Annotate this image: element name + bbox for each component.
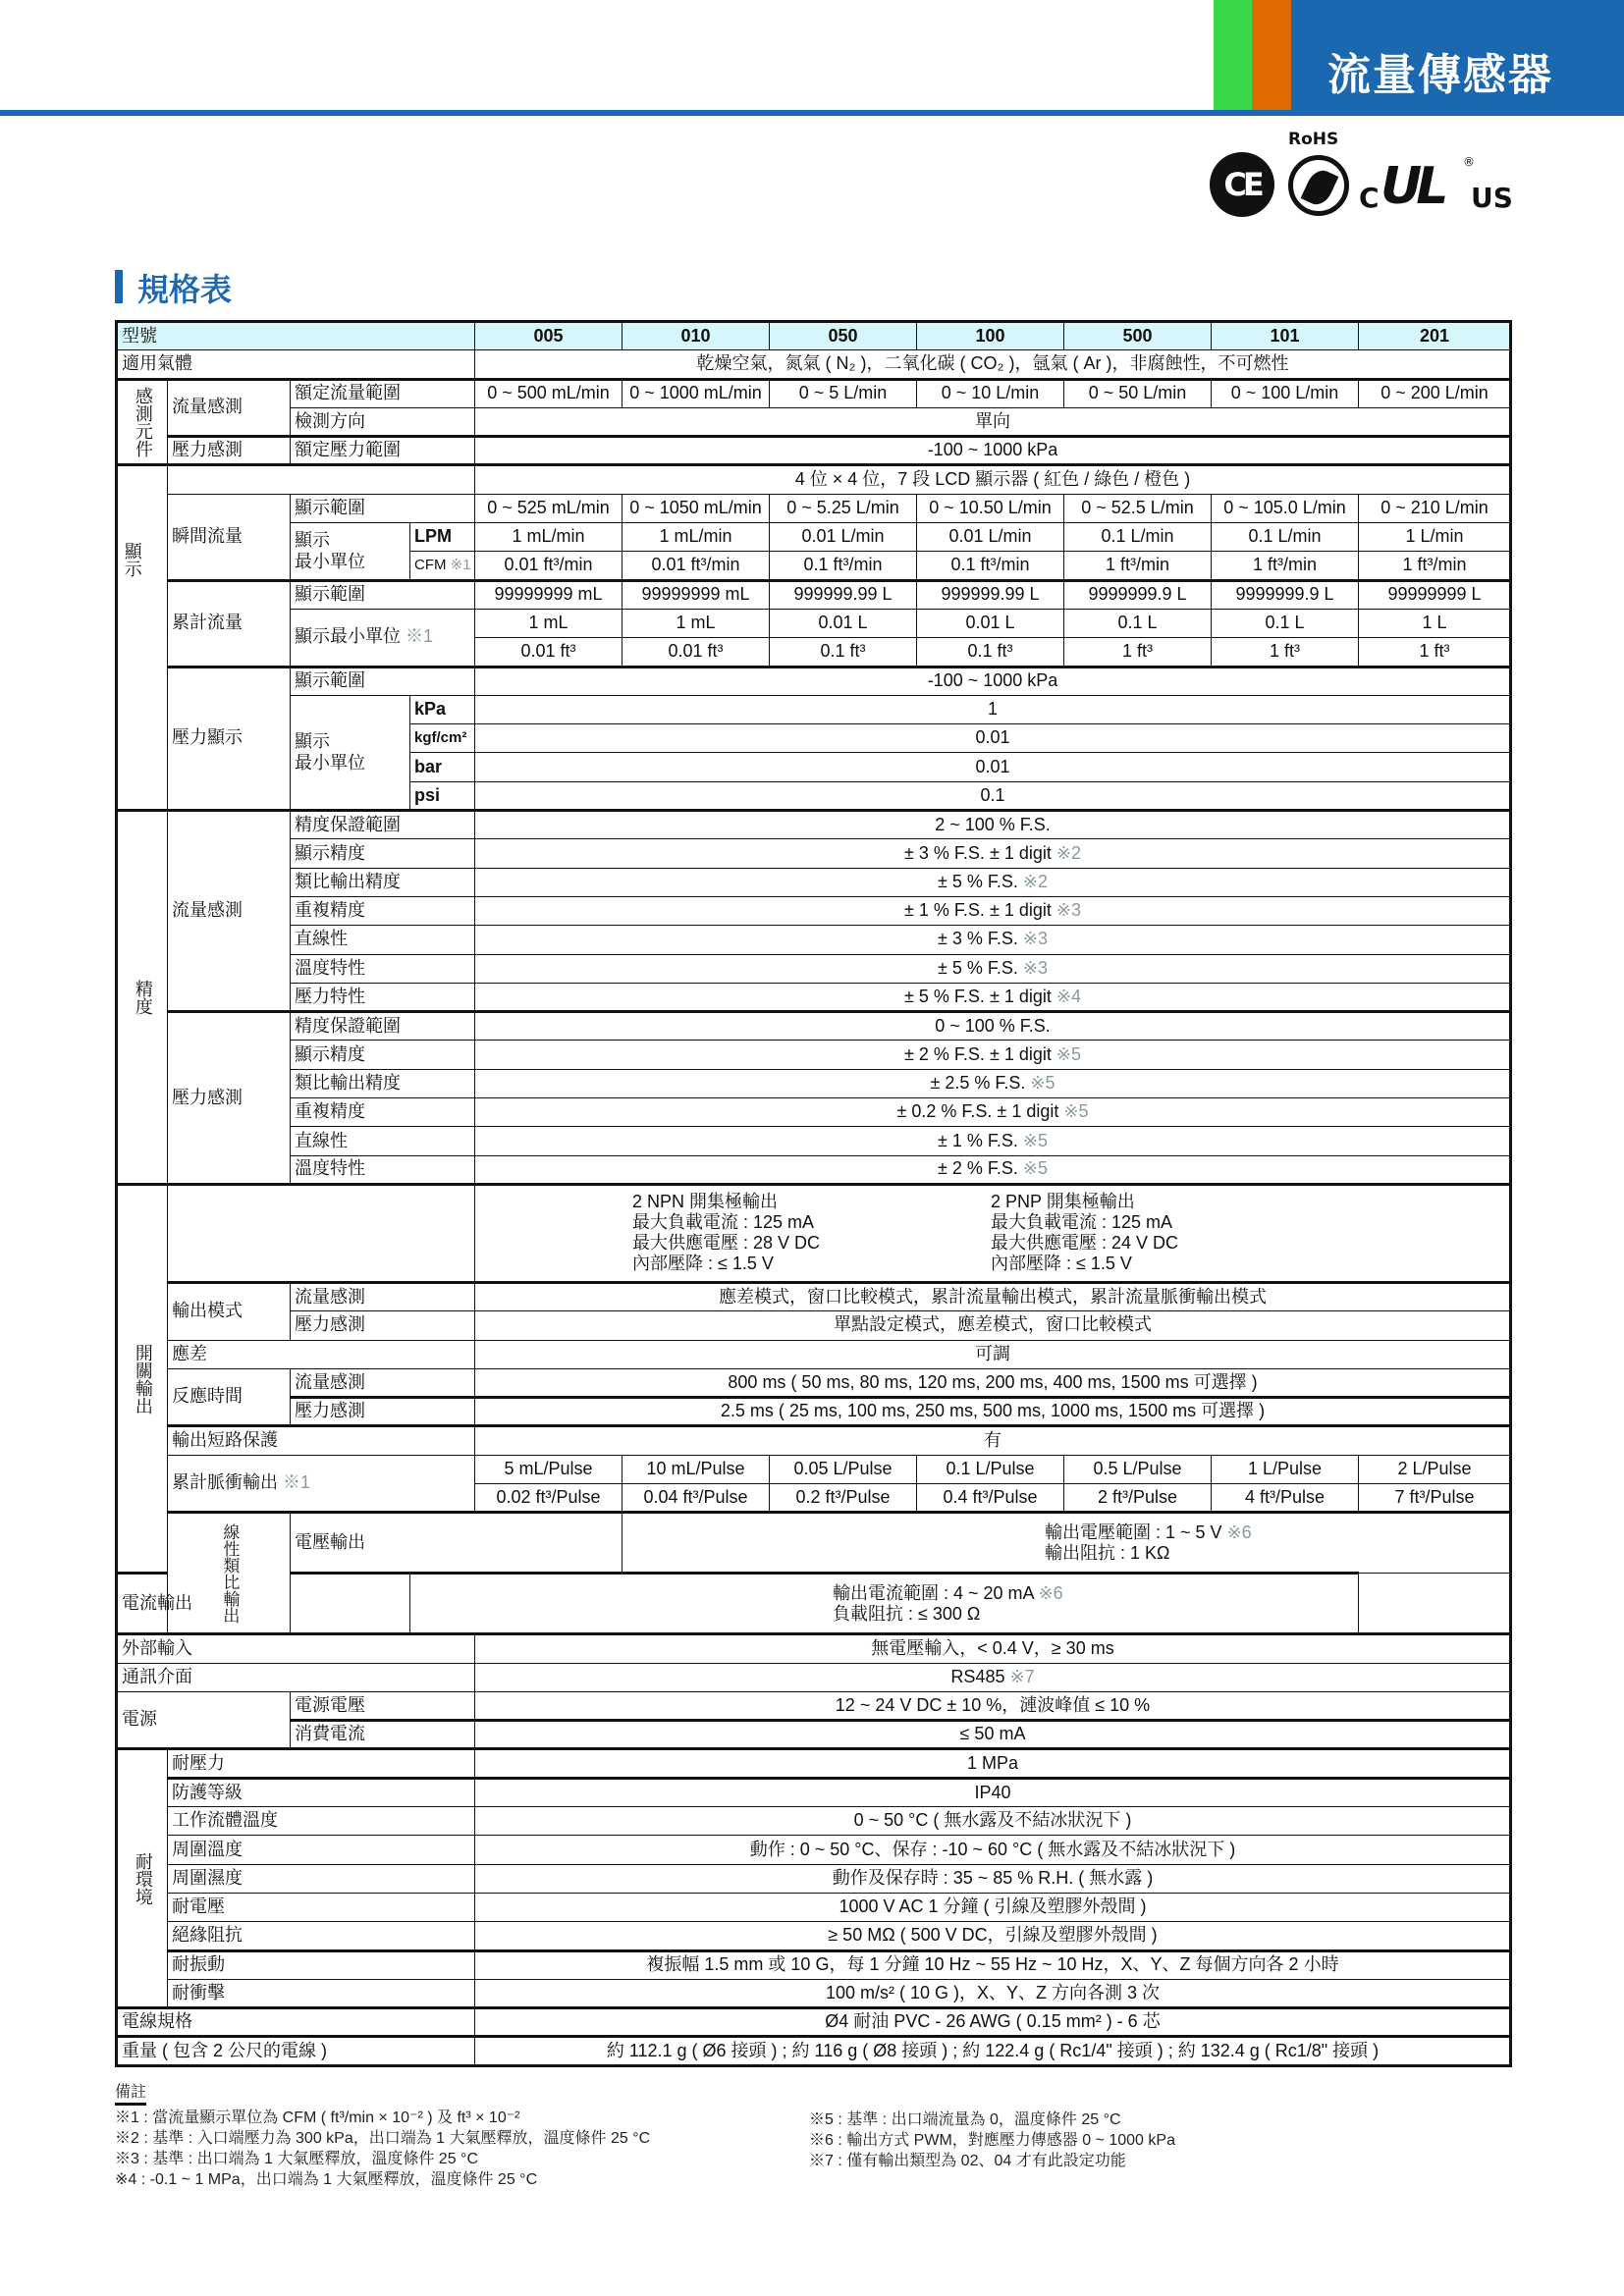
footnote: ※5 : 基準 : 出口端流量為 0，溫度條件 25 °C: [809, 2111, 1121, 2128]
row-value: 0.1 ft³/min: [770, 552, 917, 580]
row-value: 0.1: [475, 781, 1511, 810]
row-label: 精度保證範圍: [291, 1012, 475, 1041]
rohs-leaf-icon: [1288, 155, 1349, 216]
table-row: [117, 1041, 1511, 1069]
unit-label: kgf/cm²: [410, 724, 475, 753]
row-label: 工作流體溫度: [168, 1807, 475, 1836]
row-value: 輸出電壓範圍 : 1 ~ 5 V ※6 輸出阻抗 : 1 KΩ: [623, 1513, 1511, 1574]
transistor-output-spec: [475, 1184, 1511, 1282]
row-value: 0.1 ft³: [770, 638, 917, 667]
row-value: 0.01 L/min: [917, 523, 1064, 552]
footnote-ref: ※5: [1022, 1130, 1048, 1150]
spec-table: [115, 320, 1512, 2067]
table-row: [117, 1012, 1511, 1041]
row-value: 1 mL/min: [475, 523, 623, 552]
row-value: -100 ~ 1000 kPa: [475, 437, 1511, 465]
brand-green-bar: [1214, 0, 1252, 110]
row-label: 顯示精度: [291, 839, 475, 868]
row-value: 1: [475, 695, 1511, 723]
row-label: 類比輸出精度: [291, 1069, 475, 1097]
row-value: ± 3 % F.S. ※3: [475, 926, 1511, 954]
table-row: [117, 896, 1511, 925]
model-cell: 201: [1359, 322, 1511, 350]
row-label: 流量感測: [168, 379, 291, 437]
row-value: 1 ft³: [1212, 638, 1359, 667]
row-value: ± 5 % F.S. ※2: [475, 868, 1511, 896]
group-label-environment: 耐環境: [117, 1749, 168, 2008]
row-label: 電源電壓: [291, 1691, 475, 1720]
row-value: ± 1 % F.S. ※5: [475, 1127, 1511, 1155]
row-value: 1 ft³: [1359, 638, 1511, 667]
row-value: 7 ft³/Pulse: [1359, 1483, 1511, 1512]
row-label: 精度保證範圍: [291, 811, 475, 839]
row-label: 溫度特性: [291, 1155, 475, 1184]
footnote: ※3 : 基準 : 出口端為 1 大氣壓釋放，溫度條件 25 °C: [115, 2151, 479, 2167]
table-row: [117, 1311, 1511, 1340]
row-label: 通訊介面: [117, 1663, 475, 1691]
row-label: 累計流量: [168, 580, 291, 667]
group-label-switch-output: 開關輸出: [117, 1184, 168, 1573]
certification-logos: [1206, 128, 1520, 221]
ul-mark-icon: UL: [1380, 157, 1443, 216]
row-value: 乾燥空氣，氮氣 ( N₂ )，二氧化碳 ( CO₂ )，氬氣 ( Ar )，非腐蝕性，不可燃性: [475, 350, 1511, 379]
footnote-ref: ※2: [1056, 842, 1081, 863]
row-label: 顯示 最小單位: [291, 695, 410, 810]
footnote-ref: ※3: [1022, 957, 1048, 978]
gas-row: [117, 350, 1511, 379]
row-label: 防護等級: [168, 1778, 475, 1806]
row-label: 檢測方向: [291, 407, 475, 436]
row-label: 額定壓力範圍: [291, 437, 475, 465]
table-row: [117, 1155, 1511, 1184]
row-label: 耐衝擊: [168, 1979, 475, 2007]
row-value: 0 ~ 10.50 L/min: [917, 494, 1064, 522]
row-value: 0.01: [475, 724, 1511, 753]
row-label: 流量感測: [291, 1282, 475, 1310]
table-row: [117, 523, 1511, 552]
row-value: ± 0.2 % F.S. ± 1 digit ※5: [475, 1098, 1511, 1127]
table-row: [117, 926, 1511, 954]
ul-c-label: C: [1359, 182, 1380, 214]
table-row: [117, 1663, 1511, 1691]
footnote-ref: ※3: [1056, 900, 1081, 921]
row-value: ± 5 % F.S. ± 1 digit ※4: [475, 983, 1511, 1011]
footnote-ref: ※5: [1056, 1043, 1081, 1064]
row-label: 壓力特性: [291, 983, 475, 1011]
row-value: 0 ~ 525 mL/min: [475, 494, 623, 522]
row-label: 外部輸入: [117, 1634, 475, 1663]
row-value: 1 ft³: [1064, 638, 1212, 667]
table-row: [117, 2008, 1511, 2037]
footnote-ref: ※7: [1009, 1666, 1035, 1686]
row-value: 0 ~ 1000 mL/min: [623, 379, 770, 407]
row-value: 無電壓輸入，< 0.4 V，≥ 30 ms: [475, 1634, 1511, 1663]
row-label: 顯示精度: [291, 1041, 475, 1069]
model-cell: 050: [770, 322, 917, 350]
table-row: [117, 1979, 1511, 2007]
row-label: 直線性: [291, 926, 475, 954]
unit-label: bar: [410, 753, 475, 781]
row-value: 0.01 ft³: [623, 638, 770, 667]
row-value: 0.05 L/Pulse: [770, 1455, 917, 1483]
row-label: 電流輸出: [117, 1574, 410, 1634]
row-label: 反應時間: [168, 1368, 291, 1426]
row-value: 0.01 ft³/min: [475, 552, 623, 580]
row-value: 單向: [475, 407, 1511, 436]
table-row: [117, 1455, 1511, 1483]
table-row: [117, 1184, 1511, 1282]
table-row: [117, 407, 1511, 436]
row-label: 電源: [117, 1691, 291, 1749]
footnotes: [115, 2079, 1509, 2190]
table-row: [117, 437, 1511, 465]
row-value: 999999.99 L: [917, 580, 1064, 609]
row-label: 重量 ( 包含 2 公尺的電線 ): [117, 2037, 475, 2065]
row-value: 0.02 ft³/Pulse: [475, 1483, 623, 1512]
footnote-ref: ※1: [450, 556, 471, 573]
row-value: 999999.99 L: [770, 580, 917, 609]
row-label: 周圍濕度: [168, 1864, 475, 1893]
model-cell: 005: [475, 322, 623, 350]
footnote-ref: ※1: [283, 1472, 311, 1493]
table-row: [117, 609, 1511, 637]
row-value: 99999999 L: [1359, 580, 1511, 609]
row-value: 單點設定模式，應差模式，窗口比較模式: [475, 1311, 1511, 1340]
ul-us-label: US: [1471, 182, 1513, 214]
row-value: 0 ~ 105.0 L/min: [1212, 494, 1359, 522]
row-value: 1 ft³/min: [1212, 552, 1359, 580]
rohs-label: RoHS: [1288, 130, 1339, 149]
row-value: 1 L: [1359, 609, 1511, 637]
page-category-title: 流量傳感器: [1327, 50, 1553, 100]
model-cell: 010: [623, 322, 770, 350]
row-label: 壓力顯示: [168, 667, 291, 810]
row-value: ≥ 50 MΩ ( 500 V DC，引線及塑膠外殼間 ): [475, 1922, 1511, 1950]
table-row: [117, 1922, 1511, 1950]
table-row: [117, 1340, 1511, 1368]
row-value: 2 ~ 100 % F.S.: [475, 811, 1511, 839]
row-value: ± 1 % F.S. ± 1 digit ※3: [475, 896, 1511, 925]
footnote-ref: ※5: [1063, 1101, 1089, 1122]
table-row: [117, 1069, 1511, 1097]
row-label: 壓力感測: [291, 1398, 475, 1426]
row-value: 0.01 L/min: [770, 523, 917, 552]
row-value: 1 mL: [623, 609, 770, 637]
table-row: [117, 1426, 1511, 1455]
row-label: 壓力感測: [168, 437, 291, 465]
row-label: 消費電流: [291, 1721, 475, 1749]
row-value: 0 ~ 500 mL/min: [475, 379, 623, 407]
table-row: [117, 1749, 1511, 1778]
footnote-ref: ※6: [1038, 1582, 1063, 1603]
footnote: ※2 : 基準 : 入口端壓力為 300 kPa，出口端為 1 大氣壓釋放，溫度條件 25 °C: [115, 2130, 651, 2147]
ce-mark-icon: CE: [1210, 152, 1274, 217]
table-row: [117, 1893, 1511, 1921]
row-value: 0.01: [475, 753, 1511, 781]
row-value: 1 L/min: [1359, 523, 1511, 552]
footnote: ※6 : 輸出方式 PWM，對應壓力傳感器 0 ~ 1000 kPa: [809, 2132, 1175, 2149]
footnote-ref: ※1: [406, 626, 434, 647]
row-value: ± 2 % F.S. ※5: [475, 1155, 1511, 1184]
section-title-bar: [115, 270, 123, 303]
row-value: 4 ft³/Pulse: [1212, 1483, 1359, 1512]
row-label: 耐電壓: [168, 1893, 475, 1921]
row-value: RS485 ※7: [475, 1663, 1511, 1691]
table-row: [117, 1098, 1511, 1127]
row-label: 瞬間流量: [168, 494, 291, 580]
footnote-ref: ※5: [1030, 1072, 1056, 1093]
row-value: 動作及保存時 : 35 ~ 85 % R.H. ( 無水露 ): [475, 1864, 1511, 1893]
row-value: 1 ft³/min: [1359, 552, 1511, 580]
footnote-ref: ※6: [1226, 1522, 1252, 1542]
table-row: [117, 1282, 1511, 1310]
unit-label-cfm: CFM ※1: [410, 552, 475, 580]
group-label-analog-output: 線性類比輸出: [168, 1513, 291, 1634]
model-cell: 500: [1064, 322, 1212, 350]
row-value: 0 ~ 50 L/min: [1064, 379, 1212, 407]
row-label: 累計脈衝輸出 ※1: [168, 1455, 475, 1513]
row-value: IP40: [475, 1778, 1511, 1806]
unit-label-lpm: LPM: [410, 523, 475, 552]
row-label: 耐振動: [168, 1950, 475, 1979]
row-label: 直線性: [291, 1127, 475, 1155]
table-row: [117, 667, 1511, 695]
row-value: 約 112.1 g ( Ø6 接頭 ) ; 約 116 g ( Ø8 接頭 ) ; 約 122.4 g ( Rc1/4" 接頭 ) ; 約 132.4 g ( Rc1/8" 接頭 ): [475, 2037, 1511, 2065]
table-row: [117, 983, 1511, 1011]
table-row: [117, 1778, 1511, 1806]
footnotes-left: [115, 2108, 809, 2190]
row-value: 800 ms ( 50 ms, 80 ms, 120 ms, 200 ms, 400 ms, 1500 ms 可選擇 ): [475, 1368, 1511, 1397]
row-label: 輸出短路保護: [168, 1426, 475, 1455]
footnotes-right: [809, 2108, 1503, 2190]
row-label: 類比輸出精度: [291, 868, 475, 896]
registered-icon: ®: [1463, 155, 1475, 169]
table-row: [117, 1368, 1511, 1397]
row-value: 100 m/s² ( 10 G )，X、Y、Z 方向各測 3 次: [475, 1979, 1511, 2007]
row-label: 周圍溫度: [168, 1836, 475, 1864]
footnote: ※1 : 當流量顯示單位為 CFM ( ft³/min × 10⁻² ) 及 ft³ × 10⁻²: [115, 2109, 520, 2126]
row-value: 9999999.9 L: [1212, 580, 1359, 609]
row-value: 1 ft³/min: [1064, 552, 1212, 580]
model-cell: 100: [917, 322, 1064, 350]
table-row: [117, 1513, 1511, 1574]
row-value: 0.01 L: [917, 609, 1064, 637]
model-header-row: [117, 322, 1511, 350]
row-value: 0.01 L: [770, 609, 917, 637]
row-value: 0.2 ft³/Pulse: [770, 1483, 917, 1512]
footnote: ※7 : 僅有輸出類型為 02、04 才有此設定功能: [809, 2153, 1126, 2169]
row-value: 9999999.9 L: [1064, 580, 1212, 609]
row-label: 流量感測: [291, 1368, 475, 1397]
row-label: 重複精度: [291, 1098, 475, 1127]
row-value: 0.1 L/Pulse: [917, 1455, 1064, 1483]
row-value: 0 ~ 5 L/min: [770, 379, 917, 407]
row-label: 溫度特性: [291, 954, 475, 983]
row-value: 99999999 mL: [475, 580, 623, 609]
table-row: [117, 379, 1511, 407]
row-value: 0 ~ 52.5 L/min: [1064, 494, 1212, 522]
row-value: 輸出電流範圍 : 4 ~ 20 mA ※6 負載阻抗 : ≤ 300 Ω: [410, 1574, 1359, 1634]
row-label: 輸出模式: [168, 1282, 291, 1340]
row-value: 2 ft³/Pulse: [1064, 1483, 1212, 1512]
row-value: Ø4 耐油 PVC - 26 AWG ( 0.15 mm² ) - 6 芯: [475, 2008, 1511, 2037]
unit-label: kPa: [410, 695, 475, 723]
table-row: [117, 1721, 1511, 1749]
table-row: [117, 2037, 1511, 2065]
row-value: 動作 : 0 ~ 50 °C、保存 : -10 ~ 60 °C ( 無水露及不結冰狀況下 ): [475, 1836, 1511, 1864]
row-value: 1 L/Pulse: [1212, 1455, 1359, 1483]
table-row: [117, 465, 1511, 494]
row-value: 0.1 ft³/min: [917, 552, 1064, 580]
row-value: 99999999 mL: [623, 580, 770, 609]
group-label-accuracy: 精度: [117, 811, 168, 1185]
table-row: [117, 1807, 1511, 1836]
pnp-spec: 2 PNP 開集極輸出 最大負載電流 : 125 mA 最大供應電壓 : 24 V DC 內部壓降 : ≤ 1.5 V: [991, 1192, 1179, 1274]
row-value: ≤ 50 mA: [475, 1721, 1511, 1749]
footnote-ref: ※4: [1056, 986, 1081, 1006]
row-label: 重複精度: [291, 896, 475, 925]
row-value: ± 3 % F.S. ± 1 digit ※2: [475, 839, 1511, 868]
row-value: 應差模式，窗口比較模式，累計流量輸出模式，累計流量脈衝輸出模式: [475, 1282, 1511, 1310]
footnote-ref: ※2: [1022, 871, 1048, 891]
footnote: ※4 : -0.1 ~ 1 MPa，出口端為 1 大氣壓釋放，溫度條件 25 °C: [115, 2171, 538, 2188]
row-value: 1 mL/min: [623, 523, 770, 552]
brand-orange-bar: [1252, 0, 1291, 110]
row-value: 0 ~ 210 L/min: [1359, 494, 1511, 522]
row-label: 壓力感測: [291, 1311, 475, 1340]
row-value: 0.01 ft³/min: [623, 552, 770, 580]
row-value: 0.01 ft³: [475, 638, 623, 667]
row-value: -100 ~ 1000 kPa: [475, 667, 1511, 695]
row-label: 額定流量範圍: [291, 379, 475, 407]
row-value: 2 L/Pulse: [1359, 1455, 1511, 1483]
model-label: 型號: [117, 322, 475, 350]
table-row: [117, 868, 1511, 896]
group-label-sensing: 感測元件: [117, 379, 168, 465]
row-value: 5 mL/Pulse: [475, 1455, 623, 1483]
brand-title-band: [1291, 0, 1624, 116]
model-cell: 101: [1212, 322, 1359, 350]
lcd-spec: 4 位 × 4 位，7 段 LCD 顯示器 ( 紅色 / 綠色 / 橙色 ): [475, 465, 1511, 494]
table-row: [117, 580, 1511, 609]
row-value: 0.4 ft³/Pulse: [917, 1483, 1064, 1512]
table-row: [117, 1836, 1511, 1864]
row-value: 0.1 L/min: [1212, 523, 1359, 552]
row-label: 耐壓力: [168, 1749, 475, 1778]
table-row: [117, 695, 1511, 723]
row-label: 電線規格: [117, 2008, 475, 2037]
row-label: 適用氣體: [117, 350, 475, 379]
table-row: [117, 494, 1511, 522]
row-value: 1 MPa: [475, 1749, 1511, 1778]
table-row: [117, 1634, 1511, 1663]
table-row: [117, 954, 1511, 983]
row-value: 0.5 L/Pulse: [1064, 1455, 1212, 1483]
row-label: 應差: [168, 1340, 475, 1368]
row-value: 0.1 L: [1212, 609, 1359, 637]
table-row: [117, 1950, 1511, 1979]
footnote-ref: ※5: [1022, 1158, 1048, 1179]
row-value: ± 5 % F.S. ※3: [475, 954, 1511, 983]
row-value: 有: [475, 1426, 1511, 1455]
footnotes-title: 備註: [115, 2079, 146, 2106]
npn-spec: 2 NPN 開集極輸出 最大負載電流 : 125 mA 最大供應電壓 : 28 V DC 內部壓降 : ≤ 1.5 V: [632, 1192, 821, 1274]
footnote-ref: ※3: [1022, 929, 1048, 949]
row-value: 複振幅 1.5 mm 或 10 G，每 1 分鐘 10 Hz ~ 55 Hz ~ 10 Hz，X、Y、Z 每個方向各 2 小時: [475, 1950, 1511, 1979]
row-value: 0.04 ft³/Pulse: [623, 1483, 770, 1512]
row-value: 10 mL/Pulse: [623, 1455, 770, 1483]
row-value: 2.5 ms ( 25 ms, 100 ms, 250 ms, 500 ms, 1000 ms, 1500 ms 可選擇 ): [475, 1398, 1511, 1426]
row-value: 0 ~ 200 L/min: [1359, 379, 1511, 407]
row-value: 1000 V AC 1 分鐘 ( 引線及塑膠外殼間 ): [475, 1893, 1511, 1921]
table-row: [117, 1864, 1511, 1893]
row-label: 顯示範圍: [291, 494, 475, 522]
row-label: 絕緣阻抗: [168, 1922, 475, 1950]
row-value: ± 2 % F.S. ± 1 digit ※5: [475, 1041, 1511, 1069]
row-value: 0 ~ 50 °C ( 無水露及不結冰狀況下 ): [475, 1807, 1511, 1836]
row-label: 流量感測: [168, 811, 291, 1012]
unit-label: psi: [410, 781, 475, 810]
section-title: 規格表: [137, 271, 233, 308]
row-value: 0.1 ft³: [917, 638, 1064, 667]
row-value: 0.1 L/min: [1064, 523, 1212, 552]
row-value: 0 ~ 10 L/min: [917, 379, 1064, 407]
row-value: 0 ~ 100 L/min: [1212, 379, 1359, 407]
row-value: 0.1 L: [1064, 609, 1212, 637]
table-row: [117, 1691, 1511, 1720]
row-label: 壓力感測: [168, 1012, 291, 1185]
row-label: 顯示範圍: [291, 580, 475, 609]
row-label: 顯示最小單位 ※1: [291, 609, 475, 667]
row-value: 0 ~ 100 % F.S.: [475, 1012, 1511, 1041]
row-label: 顯示 最小單位: [291, 523, 410, 581]
row-value: ± 2.5 % F.S. ※5: [475, 1069, 1511, 1097]
row-value: 12 ~ 24 V DC ± 10 %，漣波峰值 ≤ 10 %: [475, 1691, 1511, 1720]
row-value: 可調: [475, 1340, 1511, 1368]
table-row: [117, 811, 1511, 839]
row-value: 0 ~ 1050 mL/min: [623, 494, 770, 522]
row-label: 電壓輸出: [291, 1513, 623, 1574]
table-row: [117, 1398, 1511, 1426]
table-row: [117, 1127, 1511, 1155]
row-label: 顯示範圍: [291, 667, 475, 695]
row-value: 0 ~ 5.25 L/min: [770, 494, 917, 522]
table-row: [117, 1574, 1511, 1634]
table-row: [117, 839, 1511, 868]
row-value: 1 mL: [475, 609, 623, 637]
group-label-display: 顯示: [117, 465, 168, 811]
